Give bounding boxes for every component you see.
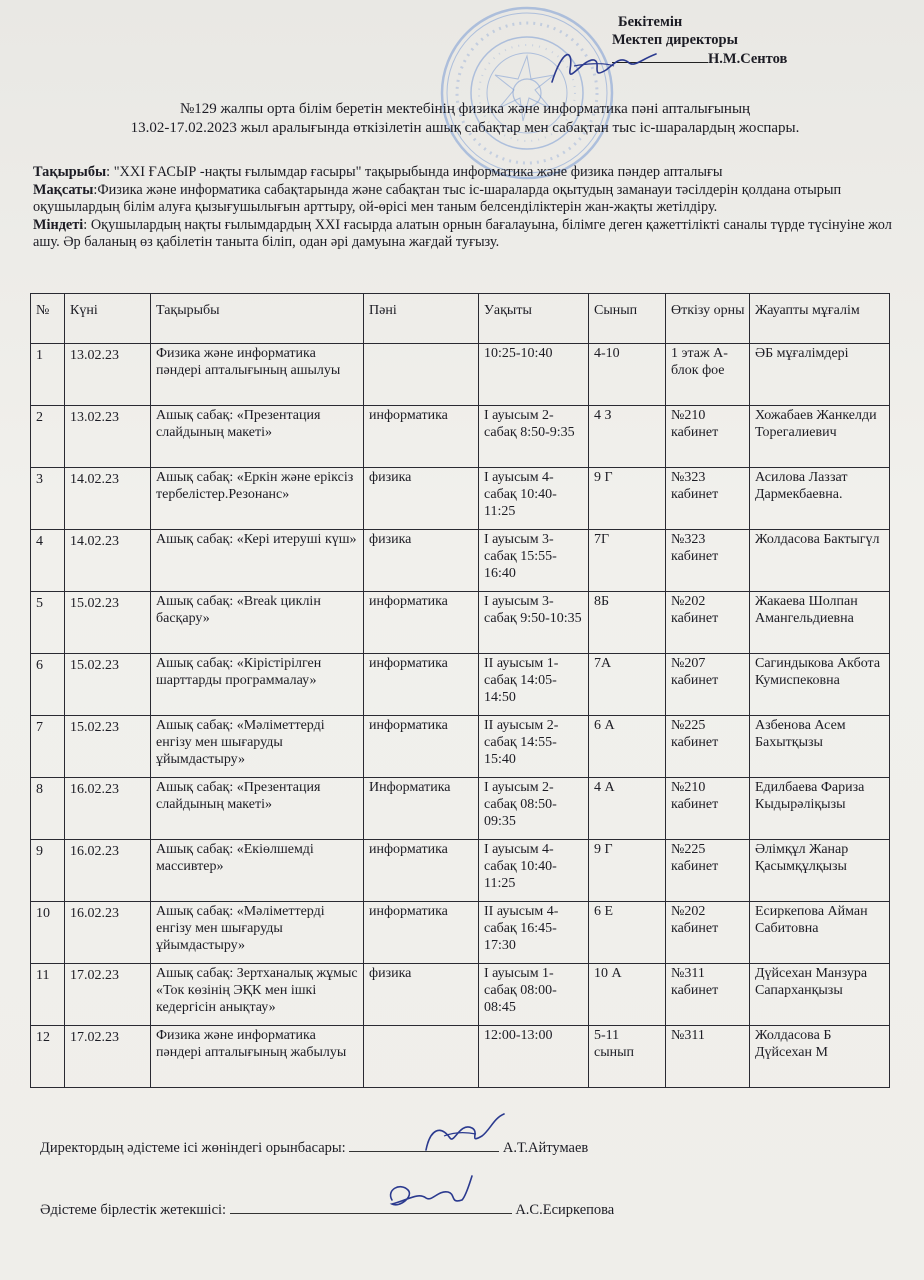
cell-topic: Ашық сабақ: «Презентация слайдының макеті» [151, 778, 364, 840]
cell-topic: Ашық сабақ: «Презентация слайдының макеті» [151, 406, 364, 468]
cell-number: 4 [31, 530, 65, 592]
cell-class: 7А [589, 654, 666, 716]
cell-number: 1 [31, 344, 65, 406]
cell-class: 6 Е [589, 902, 666, 964]
cell-venue: №225 кабинет [666, 716, 750, 778]
cell-subject: информатика [364, 840, 479, 902]
head-signature-line [230, 1213, 512, 1214]
table-row [31, 840, 890, 902]
cell-number: 2 [31, 406, 65, 468]
cell-class: 4 З [589, 406, 666, 468]
cell-subject: информатика [364, 406, 479, 468]
heading-line-1: №129 жалпы орта білім беретін мектебінің физика және информатика пәні апталығының [179, 101, 751, 117]
head-name: А.С.Есиркепова [515, 1202, 615, 1218]
cell-teacher: Едилбаева Фариза Кыдырәліқызы [750, 778, 890, 840]
cell-venue: №311 кабинет [666, 964, 750, 1026]
cell-topic: Ашық сабақ: «Кірістірілген шарттарды программалау» [151, 654, 364, 716]
cell-teacher: Жолдасова Б Дүйсехан М [750, 1026, 890, 1088]
task-label: Міндеті [33, 216, 84, 233]
cell-time: I ауысым 3-сабақ 15:55-16:40 [479, 530, 589, 592]
cell-number: 11 [31, 964, 65, 1026]
cell-teacher: Әлімқұл Жанар Қасымқұлқызы [750, 840, 890, 902]
cell-teacher: ӘБ мұғалімдері [750, 344, 890, 406]
cell-teacher: Хожабаев Жанкелди Торегалиевич [750, 406, 890, 468]
cell-class: 4-10 [589, 344, 666, 406]
cell-venue: №202 кабинет [666, 592, 750, 654]
topic-label: Тақырыбы [33, 164, 107, 180]
cell-teacher: Азбенова Асем Бахытқызы [750, 716, 890, 778]
approval-title: Бекітемін [618, 14, 683, 30]
cell-date: 15.02.23 [65, 716, 151, 778]
cell-topic: Физика және информатика пәндері апталығының жабылуы [151, 1026, 364, 1088]
cell-number: 6 [31, 654, 65, 716]
cell-topic: Ашық сабақ: «Екіөлшемді массивтер» [151, 840, 364, 902]
table-row [31, 902, 890, 964]
cell-number: 5 [31, 592, 65, 654]
cell-time: I ауысым 3-сабақ 9:50-10:35 [479, 592, 589, 654]
cell-topic: Ашық сабақ: «Еркін және еріксіз тербелістер.Резонанс» [151, 468, 364, 530]
cell-subject: информатика [364, 654, 479, 716]
table-row [31, 530, 890, 592]
table-row [31, 1026, 890, 1088]
cell-date: 16.02.23 [65, 902, 151, 964]
header-date: Күні [65, 294, 151, 344]
cell-topic: Ашық сабақ: «Кері итеруші күш» [151, 530, 364, 592]
cell-class: 5-11 сынып [589, 1026, 666, 1088]
heading-line-2: 13.02-17.02.2023 жыл аралығында өткізілетін ашық сабақтар мен сабақтан тыс іс-шаралардың жоспары. [130, 120, 800, 136]
cell-time: II ауысым 4-сабақ 16:45-17:30 [479, 902, 589, 964]
cell-subject: информатика [364, 902, 479, 964]
cell-number: 7 [31, 716, 65, 778]
cell-venue: №210 кабинет [666, 778, 750, 840]
table-row [31, 468, 890, 530]
header-teacher: Жауапты мұғалім [750, 294, 890, 344]
cell-time: I ауысым 4-сабақ 10:40-11:25 [479, 840, 589, 902]
approval-block [612, 14, 912, 69]
deputy-signature-row [40, 1140, 910, 1157]
cell-teacher: Сагиндыкова Акбота Кумиспековна [750, 654, 890, 716]
cell-teacher: Жакаева Шолпан Амангельдиевна [750, 592, 890, 654]
cell-number: 12 [31, 1026, 65, 1088]
cell-date: 16.02.23 [65, 840, 151, 902]
cell-class: 4 А [589, 778, 666, 840]
header-time: Уақыты [479, 294, 589, 344]
signature-line [612, 49, 708, 63]
table-header-row [31, 294, 890, 344]
cell-time: I ауысым 2-сабақ 08:50-09:35 [479, 778, 589, 840]
cell-venue: №323 кабинет [666, 468, 750, 530]
cell-teacher: Есиркепова Айман Сабитовна [750, 902, 890, 964]
deputy-name: А.Т.Айтумаев [502, 1140, 589, 1156]
goal-label: Мақсаты [33, 181, 94, 198]
table-row [31, 406, 890, 468]
cell-subject [364, 344, 479, 406]
cell-date: 16.02.23 [65, 778, 151, 840]
cell-subject [364, 1026, 479, 1088]
cell-topic: Ашық сабақ: «Break циклін басқару» [151, 592, 364, 654]
deputy-label: Директордың әдістеме ісі жөніндегі орынбасары: [40, 1140, 346, 1156]
cell-topic: Ашық сабақ: «Мәліметтерді енгізу мен шығаруды ұйымдастыру» [151, 902, 364, 964]
document-heading [40, 100, 890, 138]
topic-paragraph [33, 164, 893, 182]
topic-text: : "XXI ҒАСЫР -нақты ғылымдар ғасыры" тақырыбында информатика және физика пәндер апталығы [106, 164, 723, 180]
cell-class: 6 А [589, 716, 666, 778]
cell-venue: 1 этаж А-блок фое [666, 344, 750, 406]
head-label: Әдістеме бірлестік жетекшісі: [40, 1202, 227, 1218]
methodical-head-signature-row [40, 1202, 910, 1219]
cell-time: I ауысым 1-сабақ 08:00-08:45 [479, 964, 589, 1026]
cell-topic: Ашық сабақ: Зертханалық жұмыс «Ток көзінің ЭҚК мен ішкі кедергісін анықтау» [151, 964, 364, 1026]
cell-venue: №311 [666, 1026, 750, 1088]
cell-date: 13.02.23 [65, 344, 151, 406]
header-subject: Пәні [364, 294, 479, 344]
cell-subject: физика [364, 964, 479, 1026]
cell-time: I ауысым 2-сабақ 8:50-9:35 [479, 406, 589, 468]
cell-time: I ауысым 4-сабақ 10:40-11:25 [479, 468, 589, 530]
table-row [31, 654, 890, 716]
cell-teacher: Жолдасова Бактыгүл [750, 530, 890, 592]
cell-class: 9 Г [589, 840, 666, 902]
approval-name-line [612, 49, 912, 69]
cell-subject: информатика [364, 716, 479, 778]
cell-number: 10 [31, 902, 65, 964]
cell-venue: №225 кабинет [666, 840, 750, 902]
cell-venue: №210 кабинет [666, 406, 750, 468]
cell-subject: физика [364, 468, 479, 530]
cell-time: 12:00-13:00 [479, 1026, 589, 1088]
cell-teacher: Дүйсехан Манзура Сапарханқызы [750, 964, 890, 1026]
task-text: : Оқушылардың нақты ғылымдардың XXI ғасырда алатын орнын бағалауына, білімге деген қажеттілікті саналы түрде түсінуіне жол ашу. Әр баланың өз қабілетін таныта біліп, одан әрі дамуына жағдай туғызу. [33, 216, 892, 251]
table-body [31, 344, 890, 1088]
cell-venue: №323 кабинет [666, 530, 750, 592]
table-row [31, 592, 890, 654]
cell-date: 15.02.23 [65, 654, 151, 716]
cell-teacher: Асилова Лаззат Дармекбаевна. [750, 468, 890, 530]
cell-date: 17.02.23 [65, 1026, 151, 1088]
header-topic: Тақырыбы [151, 294, 364, 344]
cell-time: 10:25-10:40 [479, 344, 589, 406]
cell-time: II ауысым 1-сабақ 14:05-14:50 [479, 654, 589, 716]
deputy-signature-line [349, 1151, 499, 1152]
header-number: № [31, 294, 65, 344]
table-row [31, 778, 890, 840]
cell-date: 14.02.23 [65, 530, 151, 592]
goal-paragraph [33, 182, 893, 217]
cell-subject: физика [364, 530, 479, 592]
cell-class: 9 Г [589, 468, 666, 530]
cell-date: 14.02.23 [65, 468, 151, 530]
cell-number: 9 [31, 840, 65, 902]
cell-time: II ауысым 2-сабақ 14:55-15:40 [479, 716, 589, 778]
cell-date: 15.02.23 [65, 592, 151, 654]
cell-topic: Ашық сабақ: «Мәліметтерді енгізу мен шығаруды ұйымдастыру» [151, 716, 364, 778]
task-paragraph [33, 217, 893, 252]
header-class: Сынып [589, 294, 666, 344]
cell-class: 10 А [589, 964, 666, 1026]
cell-number: 3 [31, 468, 65, 530]
cell-number: 8 [31, 778, 65, 840]
approval-position: Мектеп директоры [612, 31, 738, 48]
cell-date: 17.02.23 [65, 964, 151, 1026]
cell-class: 8Б [589, 592, 666, 654]
cell-subject: информатика [364, 592, 479, 654]
table-row [31, 344, 890, 406]
cell-subject: Информатика [364, 778, 479, 840]
intro-section [33, 164, 893, 252]
official-seal [438, 4, 616, 182]
table-row [31, 964, 890, 1026]
plan-table [30, 293, 890, 1088]
cell-venue: №207 кабинет [666, 654, 750, 716]
director-name: Н.М.Сентов [708, 51, 788, 67]
cell-venue: №202 кабинет [666, 902, 750, 964]
cell-class: 7Г [589, 530, 666, 592]
header-venue: Өткізу орны [666, 294, 750, 344]
goal-text: :Физика және информатика сабақтарында және сабақтан тыс іс-шараларда оқытудың заманауи тәсілдерін қолдана отырып оқушылардың білім алуға қызығушылығын арттыру, ой-өрісі мен таным белсенділіктерін жан-жақты жетілдіру. [33, 181, 842, 216]
cell-topic: Физика және информатика пәндері апталығының ашылуы [151, 344, 364, 406]
cell-date: 13.02.23 [65, 406, 151, 468]
table-row [31, 716, 890, 778]
